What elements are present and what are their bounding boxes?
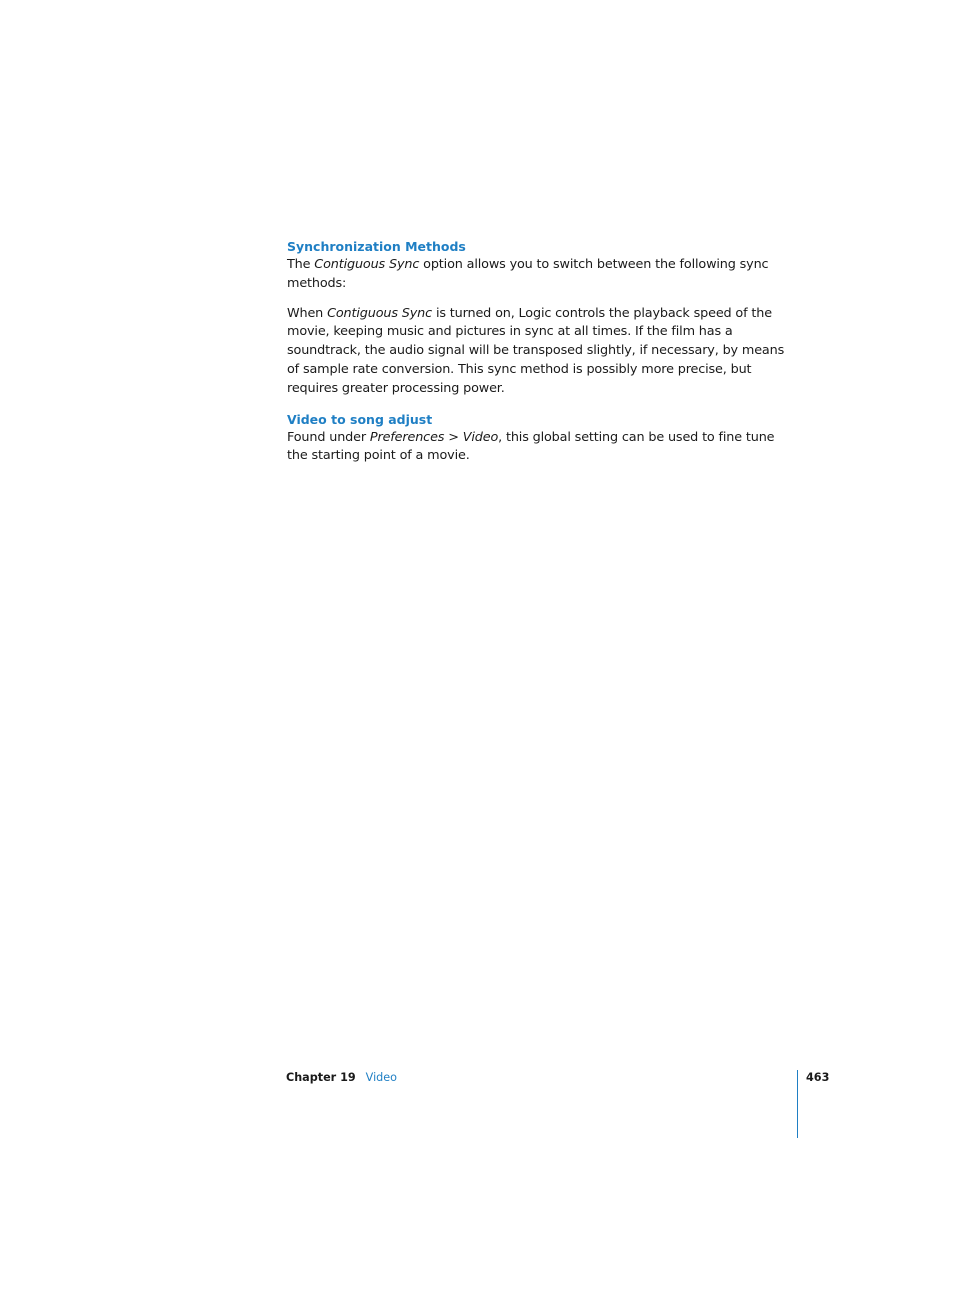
chapter-label: Chapter 19 xyxy=(286,1071,356,1084)
footer-divider xyxy=(797,1070,798,1138)
section-heading: Synchronization Methods xyxy=(287,239,466,254)
section-heading: Video to song adjust xyxy=(287,411,433,427)
body-paragraph: The Contiguous Sync option allows you to switch between the following sync methods: xyxy=(287,257,769,291)
section-video-to-song-adjust xyxy=(287,410,797,467)
footer-chapter xyxy=(286,1069,397,1087)
page-number: 463 xyxy=(806,1071,830,1084)
body-paragraph: Found under Preferences > Video, this global setting can be used to fine tune the starting point of a movie. xyxy=(287,429,775,464)
page-content xyxy=(287,237,797,466)
option-name: Contiguous Sync xyxy=(314,257,420,272)
menu-path-preferences: Preferences xyxy=(369,429,445,445)
menu-path-video: Video xyxy=(462,429,499,445)
chapter-title: Video xyxy=(365,1071,398,1084)
option-name: Contiguous Sync xyxy=(327,305,433,321)
section-synchronization-methods xyxy=(287,237,797,399)
body-paragraph: When Contiguous Sync is turned on, Logic controls the playback speed of the movie, keeping music and pictures in sync at all times. If the film has a soundtrack, the audio signal will be transposed slightly, if necessary, by means of sample rate conversion. This sync method is possibly more precise, but requires greater processing power. xyxy=(287,305,785,396)
